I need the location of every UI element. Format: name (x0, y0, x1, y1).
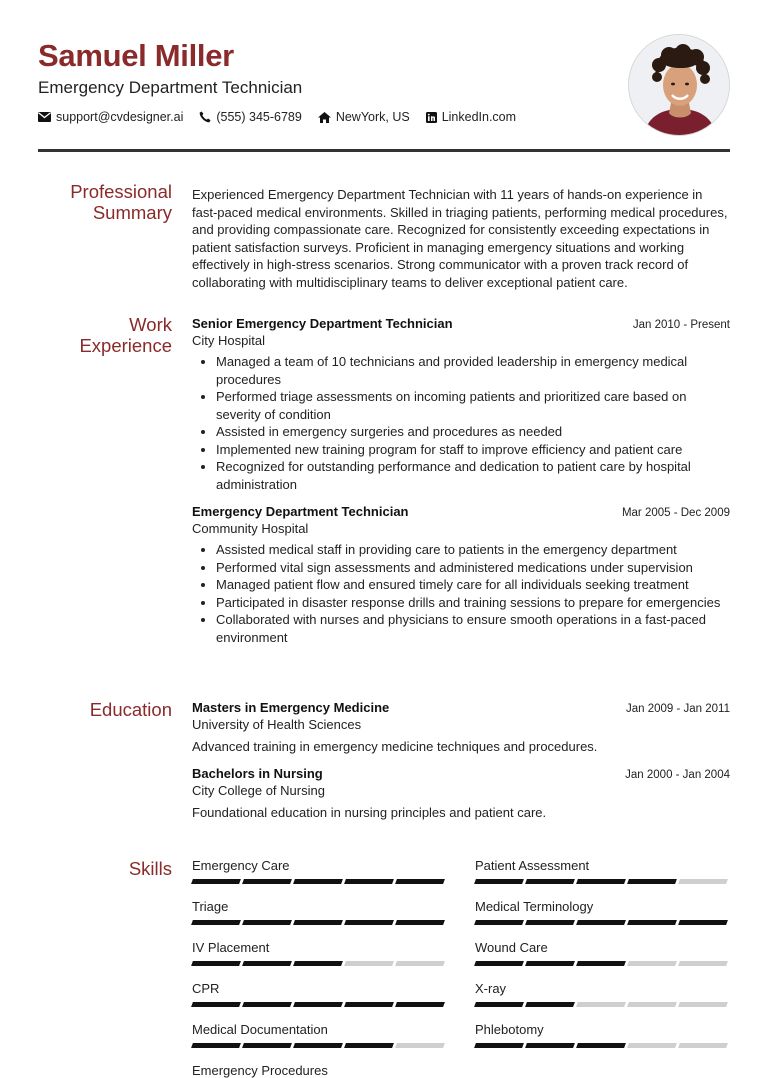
skill-name: Phlebotomy (475, 1022, 544, 1037)
skills-grid (192, 858, 730, 1078)
skill-level-segment-filled (242, 879, 292, 884)
skill-level-segment-filled (191, 961, 241, 966)
skill-level-bar (192, 1002, 475, 1007)
degree: Masters in Emergency Medicine (192, 700, 390, 715)
job-bullet: Managed a team of 10 technicians and provided leadership in emergency medical procedures (216, 353, 730, 388)
skill-level-segment-empty (678, 1043, 728, 1048)
linkedin-text: LinkedIn.com (441, 110, 517, 124)
contact-location (318, 110, 410, 124)
skill-level-segment-filled (344, 1043, 394, 1048)
education-entry (192, 700, 730, 754)
job-title: Emergency Department Technician (192, 504, 409, 519)
skill-level-segment-filled (525, 1002, 575, 1007)
skill-level-segment-filled (344, 879, 394, 884)
skill-level-segment-filled (627, 920, 677, 925)
skill-level-bar (475, 1043, 730, 1048)
skill-level-segment-filled (191, 1002, 241, 1007)
work-section (38, 314, 730, 674)
skill-level-segment-filled (395, 1002, 445, 1007)
job-bullet: Implemented new training program for staff to improve efficiency and patient care (216, 441, 730, 459)
education-dates: Jan 2009 - Jan 2011 (625, 703, 730, 715)
skill-level-segment-filled (395, 879, 445, 884)
school: City College of Nursing (192, 783, 325, 798)
job-bullet: Recognized for outstanding performance and dedication to patient care by hospital administration (216, 458, 730, 493)
summary-text: Experienced Emergency Department Technician with 11 years of hands-on experience in fast-paced medical environments. Skilled in triaging patients, performing medical procedures, and providing compassionate care. Recognized for consistently exceeding expectations in patient satisfaction surveys. Proficient in managing emergency situations and working effectively in high-stress scenarios. Strong communicator with a proven track record of collaborating with multidisciplinary teams to deliver exceptional patient care. (192, 187, 728, 290)
skill-name: Patient Assessment (475, 858, 590, 873)
skill-name: Medical Documentation (192, 1022, 328, 1037)
degree: Bachelors in Nursing (192, 766, 323, 781)
skill-name: X-ray (475, 981, 507, 996)
skill-name: Emergency Procedures (192, 1063, 328, 1078)
skill-level-segment-filled (191, 920, 241, 925)
skill-item (475, 899, 730, 925)
skill-level-segment-filled (474, 879, 524, 884)
header-divider (38, 149, 730, 152)
skill-level-segment-filled (474, 1002, 524, 1007)
job-bullets (192, 353, 730, 493)
skill-level-segment-filled (395, 920, 445, 925)
skill-level-segment-empty (344, 961, 394, 966)
skill-level-segment-empty (627, 1002, 677, 1007)
summary-section (38, 181, 730, 293)
job-bullet: Collaborated with nurses and physicians to ensure smooth operations in a fast-paced environment (216, 611, 730, 646)
skill-level-segment-filled (576, 879, 626, 884)
skill-item (192, 940, 475, 966)
skill-item (475, 981, 730, 1007)
job-bullet: Managed patient flow and ensured timely care for all individuals seeking treatment (216, 576, 730, 594)
skill-level-segment-filled (242, 920, 292, 925)
skill-level-segment-filled (293, 961, 343, 966)
job-bullet: Performed vital sign assessments and administered medications under supervision (216, 559, 730, 577)
skill-level-segment-filled (344, 1002, 394, 1007)
skill-level-segment-filled (525, 961, 575, 966)
employer: Community Hospital (192, 521, 309, 536)
education-dates: Jan 2000 - Jan 2004 (625, 769, 730, 781)
resume-header (38, 38, 730, 152)
envelope-icon (38, 112, 51, 122)
education-heading: Education (89, 699, 172, 720)
skill-item (192, 1063, 475, 1078)
skill-level-segment-empty (395, 1043, 445, 1048)
skill-level-segment-empty (627, 1043, 677, 1048)
home-icon (318, 112, 331, 123)
skill-level-segment-filled (293, 920, 343, 925)
skill-item (192, 981, 475, 1007)
employer: City Hospital (192, 333, 265, 348)
skill-level-segment-filled (474, 920, 524, 925)
skill-level-bar (475, 879, 730, 884)
skill-level-segment-filled (627, 879, 677, 884)
skill-level-bar (475, 1002, 730, 1007)
skill-level-bar (192, 961, 475, 966)
contact-phone[interactable] (199, 110, 301, 124)
skills-section (38, 858, 730, 1078)
education-description: Advanced training in emergency medicine techniques and procedures. (192, 739, 598, 754)
skill-level-segment-filled (576, 920, 626, 925)
skill-level-segment-filled (525, 920, 575, 925)
school: University of Health Sciences (192, 717, 362, 732)
job-bullet: Performed triage assessments on incoming patients and prioritized care based on severity of condition (216, 388, 730, 423)
skill-item (475, 940, 730, 966)
skill-level-bar (475, 961, 730, 966)
email-text: support@cvdesigner.ai (56, 110, 184, 124)
contact-email[interactable] (38, 110, 183, 124)
phone-icon (199, 111, 211, 123)
skills-heading: Skills (128, 858, 172, 879)
job-dates: Mar 2005 - Dec 2009 (621, 507, 730, 519)
skill-level-segment-filled (293, 1002, 343, 1007)
job-bullet: Participated in disaster response drills and training sessions to prepare for emergencies (216, 594, 730, 612)
candidate-name: Samuel Miller (38, 38, 234, 73)
phone-text: (555) 345-6789 (216, 110, 302, 124)
job-bullets (192, 541, 730, 646)
skill-name: Wound Care (475, 940, 548, 955)
job-bullet: Assisted medical staff in providing care to patients in the emergency department (216, 541, 730, 559)
work-entry (192, 504, 730, 646)
skill-level-bar (192, 920, 475, 925)
skill-level-segment-empty (395, 961, 445, 966)
skill-level-segment-filled (525, 1043, 575, 1048)
skill-level-segment-filled (474, 1043, 524, 1048)
education-description: Foundational education in nursing principles and patient care. (192, 805, 547, 820)
skill-level-segment-filled (293, 879, 343, 884)
skill-item (192, 1022, 475, 1048)
education-entry (192, 766, 730, 820)
skill-level-segment-filled (191, 1043, 241, 1048)
linkedin-icon (426, 112, 437, 123)
skill-level-bar (192, 879, 475, 884)
contact-row (38, 110, 730, 124)
skill-level-segment-empty (627, 961, 677, 966)
skill-item (475, 858, 730, 884)
summary-heading: Professional Summary (70, 181, 172, 223)
profile-photo (628, 34, 730, 136)
skill-level-segment-filled (242, 1043, 292, 1048)
skill-level-bar (475, 920, 730, 925)
skill-level-segment-empty (678, 961, 728, 966)
skill-item (475, 1022, 730, 1048)
skill-level-segment-empty (678, 879, 728, 884)
contact-linkedin[interactable] (426, 110, 516, 124)
skill-level-segment-filled (293, 1043, 343, 1048)
skill-level-segment-filled (576, 961, 626, 966)
skill-level-segment-filled (191, 879, 241, 884)
skill-name: Emergency Care (192, 858, 290, 873)
work-heading: Work Experience (79, 314, 172, 356)
skill-level-segment-filled (242, 961, 292, 966)
job-bullet: Assisted in emergency surgeries and procedures as needed (216, 423, 730, 441)
skill-level-segment-filled (576, 1043, 626, 1048)
skill-name: CPR (192, 981, 220, 996)
skill-level-bar (192, 1043, 475, 1048)
skill-name: IV Placement (192, 940, 270, 955)
job-dates: Jan 2010 - Present (632, 319, 730, 331)
skill-name: Triage (192, 899, 229, 914)
skill-level-segment-filled (678, 920, 728, 925)
education-section (38, 699, 730, 829)
skill-name: Medical Terminology (475, 899, 594, 914)
profile-photo-image (629, 35, 730, 136)
skill-item (192, 858, 475, 884)
skill-level-segment-filled (242, 1002, 292, 1007)
skill-level-segment-empty (678, 1002, 728, 1007)
location-text: NewYork, US (335, 110, 410, 124)
skill-level-segment-empty (576, 1002, 626, 1007)
skill-level-segment-filled (344, 920, 394, 925)
skill-level-segment-filled (474, 961, 524, 966)
candidate-title: Emergency Department Technician (38, 78, 303, 97)
skill-item (192, 899, 475, 925)
work-entry (192, 316, 730, 493)
skill-level-segment-filled (525, 879, 575, 884)
job-title: Senior Emergency Department Technician (192, 316, 453, 331)
